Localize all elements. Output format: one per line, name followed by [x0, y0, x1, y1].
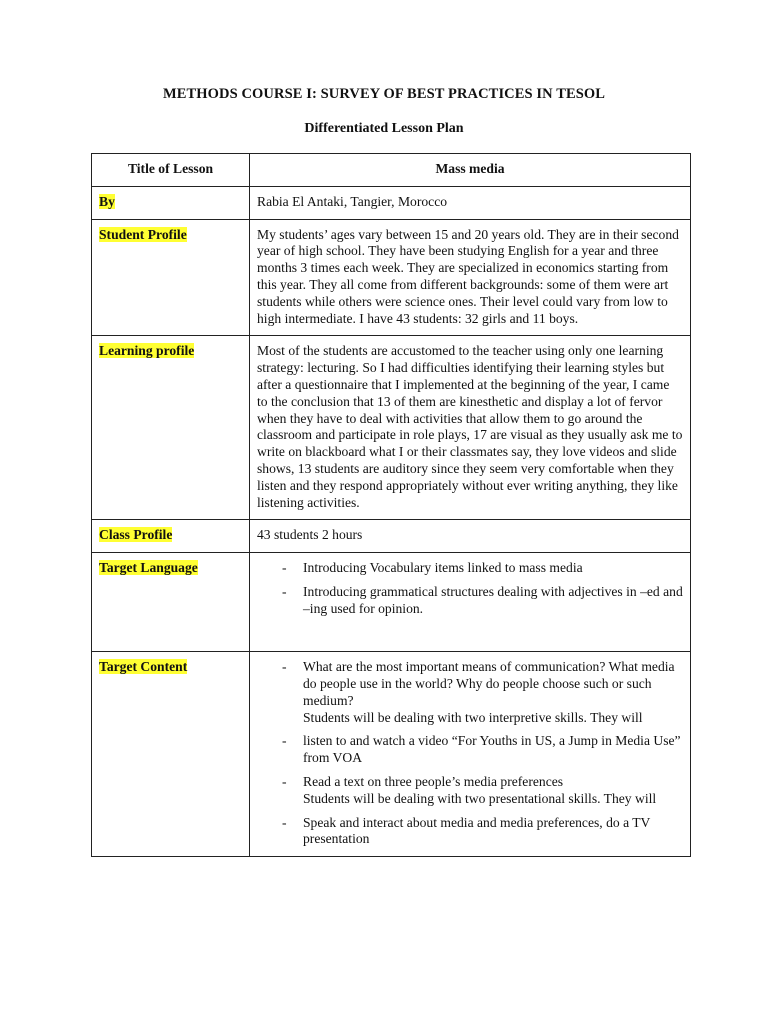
list-item: - What are the most important means of communication? What media do people use in the world? Why do people choose such or such medium? — [282, 659, 675, 708]
target-content-label: Target Content — [99, 659, 188, 675]
class-profile-text: 43 students 2 hours — [257, 527, 363, 543]
title-of-lesson-label: Title of Lesson — [127, 161, 214, 176]
table-row — [92, 652, 691, 857]
target-content-list — [257, 659, 683, 709]
list-item: - Read a text on three people’s media preferences — [282, 773, 564, 789]
class-profile-label-cell — [92, 520, 250, 553]
learning-profile-value-cell — [250, 336, 691, 520]
list-item: - listen to and watch a video “For Youths in US, a Jump in Media Use” from VOA — [282, 733, 681, 766]
by-value-cell — [250, 186, 691, 219]
table-row — [92, 154, 691, 187]
student-profile-value-cell — [250, 219, 691, 336]
lesson-plan-table — [91, 153, 691, 857]
target-content-value-cell — [250, 652, 691, 857]
target-content-label-cell — [92, 652, 250, 857]
student-profile-text: My students’ ages vary between 15 and 20 years old. They are in their second year of high school. They have been studying English for a year and three months 3 times each week. They are specialized in economics starting from this year. They all come from different backgrounds: some of them were art students while others were science ones. Their level could vary from low to high intermediate. I have 43 students: 32 girls and 11 boys. — [257, 226, 679, 326]
target-content-list — [257, 815, 683, 849]
by-label: By — [99, 193, 115, 209]
list-item: - Speak and interact about media and media preferences, do a TV presentation — [282, 814, 651, 847]
header-value-cell — [250, 154, 691, 187]
student-profile-label: Student Profile — [99, 226, 187, 242]
learning-profile-label-cell — [92, 336, 250, 520]
header-label-cell — [92, 154, 250, 187]
table-row — [92, 336, 691, 520]
lesson-title-value: Mass media — [435, 161, 505, 176]
list-item: - Introducing Vocabulary items linked to mass media — [282, 560, 583, 576]
learning-profile-label: Learning profile — [99, 343, 195, 359]
author-value: Rabia El Antaki, Tangier, Morocco — [257, 193, 448, 209]
target-language-label: Target Language — [99, 560, 198, 576]
interpretive-skills-note: Students will be dealing with two interpretive skills. They will — [303, 709, 643, 725]
target-language-label-cell — [92, 553, 250, 652]
list-item: - Introducing grammatical structures dealing with adjectives in –ed and –ing used for opinion. — [282, 583, 683, 616]
learning-profile-text: Most of the students are accustomed to the teacher using only one learning strategy: lecturing. So I had difficulties identifying their learning styles but after a questionnaire that I implemented at the beginning of the year, I came to the conclusion that 13 of them are kinesthetic and display a lot of fervor when they have to deal with activities that allow them to go around the classroom and participate in role plays, 17 are visual as they usually ask me to write on blackboard what I or their classmates say, they love videos and slide shows, 13 students are auditory since they seem very comfortable when they listen and they respond appropriately without ever writing anything, they like listening activities. — [257, 343, 683, 510]
table-row — [92, 553, 691, 652]
class-profile-value-cell — [250, 520, 691, 553]
document-title: METHODS COURSE I: SURVEY OF BEST PRACTICES IN TESOL — [162, 86, 606, 102]
table-row — [92, 520, 691, 553]
table-row — [92, 186, 691, 219]
class-profile-label: Class Profile — [99, 527, 173, 543]
by-label-cell — [92, 186, 250, 219]
target-content-list — [257, 733, 683, 790]
document-subtitle: Differentiated Lesson Plan — [304, 121, 464, 136]
target-language-value-cell — [250, 553, 691, 652]
target-language-list — [257, 560, 683, 617]
presentational-skills-note: Students will be dealing with two presentational skills. They will — [303, 790, 657, 806]
student-profile-label-cell — [92, 219, 250, 336]
table-row — [92, 219, 691, 336]
